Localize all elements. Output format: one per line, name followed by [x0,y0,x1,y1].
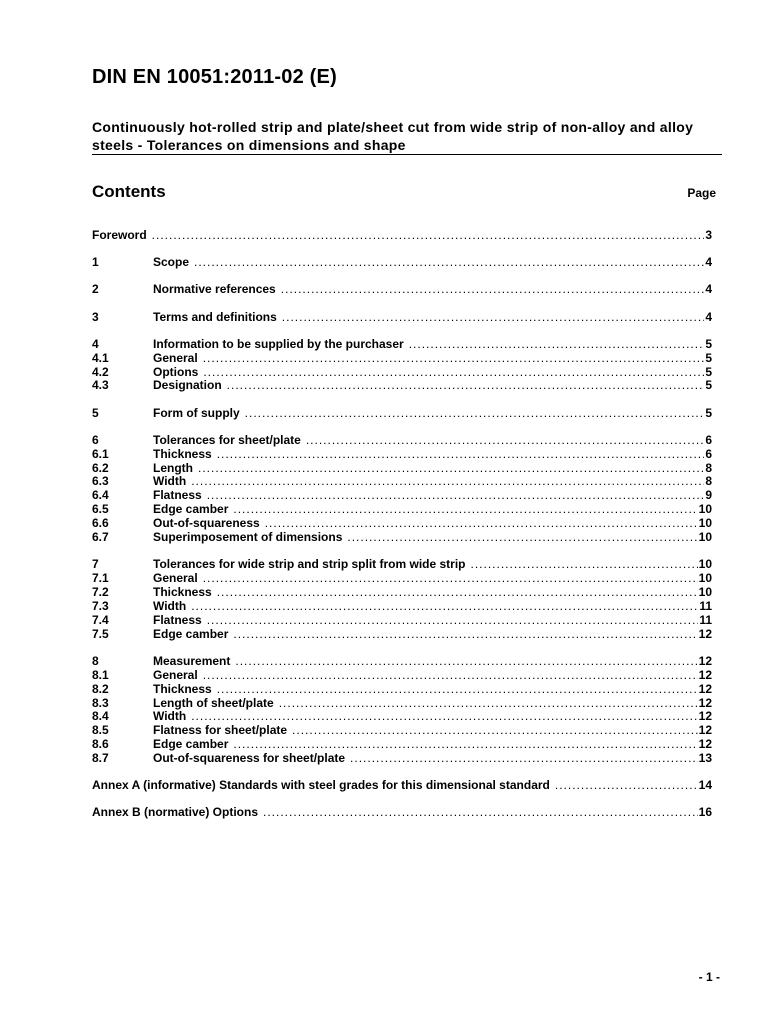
toc-entry[interactable] [92,352,712,366]
toc-entry-title: Flatness for sheet/plate [153,723,288,738]
toc-entry-title: Length [153,460,193,475]
toc-dot-leader [152,229,705,243]
toc-dot-leader [555,779,698,793]
toc-entry-title: Terms and definitions [153,309,277,324]
toc-entry-number: 8.7 [92,751,109,766]
toc-dot-leader [409,338,705,352]
toc-entry-title: Designation [153,378,222,393]
toc-entry-title: General [153,667,198,682]
toc-entry-page: 8 [705,474,712,489]
toc-dot-leader [198,462,704,476]
toc-entry-number: 7 [92,557,99,572]
toc-entry[interactable] [92,283,712,297]
toc-entry-page: 12 [698,653,712,668]
toc-entry[interactable] [92,448,712,462]
toc-dot-leader [227,379,705,393]
toc-entry-title: Length of sheet/plate [153,695,274,710]
toc-dot-leader [203,572,698,586]
toc-entry-number: 6.5 [92,502,109,517]
toc-entry-page: 12 [698,695,712,710]
toc-dot-leader [263,806,698,820]
toc-dot-leader [292,724,698,738]
toc-entry[interactable] [92,517,712,531]
toc-entry[interactable] [92,531,712,545]
toc-group [92,806,712,820]
toc-entry[interactable] [92,614,712,628]
toc-entry-number: 6 [92,432,99,447]
toc-entry-title: General [153,350,198,365]
toc-entry[interactable] [92,752,712,766]
toc-dot-leader [203,366,704,380]
toc-group [92,338,712,394]
toc-entry[interactable] [92,710,712,724]
toc-entry-title: Width [153,474,187,489]
toc-entry-title: Tolerances for sheet/plate [153,432,301,447]
table-of-contents [92,229,712,834]
page-number: - 1 - [698,970,720,984]
toc-group [92,311,712,325]
toc-dot-leader [207,614,699,628]
toc-dot-leader [347,531,697,545]
toc-group [92,407,712,421]
toc-entry-number: 7.3 [92,598,109,613]
toc-entry-title: Measurement [153,653,231,668]
toc-entry[interactable] [92,229,712,243]
toc-entry[interactable] [92,683,712,697]
toc-entry-page: 5 [705,378,712,393]
toc-entry-title: Flatness [153,612,202,627]
toc-dot-leader [207,489,705,503]
toc-entry[interactable] [92,407,712,421]
toc-dot-leader [233,503,697,517]
toc-entry[interactable] [92,462,712,476]
toc-entry-page: 12 [698,723,712,738]
toc-dot-leader [265,517,698,531]
toc-entry-number: 4.1 [92,350,109,365]
toc-entry-page: 6 [705,432,712,447]
toc-entry[interactable] [92,338,712,352]
toc-entry[interactable] [92,489,712,503]
toc-entry-page: 12 [698,626,712,641]
toc-entry-number: 7.2 [92,585,109,599]
toc-entry-page: 12 [698,667,712,682]
toc-dot-leader [281,283,705,297]
toc-entry-title: General [153,571,198,586]
toc-entry-page: 11 [699,598,712,613]
toc-dot-leader [191,475,704,489]
toc-entry-number: 8 [92,653,99,668]
toc-entry[interactable] [92,779,712,793]
toc-entry-page: 3 [705,228,712,242]
toc-dot-leader [191,600,698,614]
toc-entry-number: 8.6 [92,737,109,752]
toc-entry-title: Foreword [92,228,147,242]
toc-entry-title: Normative references [153,282,276,297]
toc-entry-page: 11 [699,612,712,627]
toc-entry-number: 4.3 [92,378,109,393]
toc-entry-title: Annex B (normative) Options [92,805,259,820]
toc-entry-number: 6.2 [92,460,109,475]
toc-entry-page: 13 [698,751,712,766]
toc-entry[interactable] [92,600,712,614]
toc-entry-number: 8.5 [92,723,109,738]
toc-dot-leader [350,752,698,766]
toc-entry-number: 2 [92,282,99,297]
toc-entry-title: Thickness [153,681,212,696]
toc-entry-title: Superimposement of dimensions [153,530,343,545]
toc-dot-leader [217,683,698,697]
toc-entry-title: Thickness [153,585,212,599]
toc-entry-number: 4 [92,336,99,351]
toc-entry-page: 4 [705,309,712,324]
toc-entry-page: 12 [698,709,712,724]
toc-entry-page: 5 [705,364,712,379]
toc-group [92,256,712,270]
toc-entry-number: 7.1 [92,571,109,586]
toc-entry-title: Out-of-squareness [153,516,260,531]
toc-dot-leader [233,628,697,642]
toc-entry[interactable] [92,669,712,683]
toc-entry-number: 6.4 [92,488,109,503]
toc-entry-title: Annex A (informative) Standards with steel grades for this dimensional standard [92,778,550,793]
contents-heading: Contents [92,182,166,201]
toc-entry-page: 10 [698,571,712,586]
toc-dot-leader [245,407,705,421]
toc-group [92,558,712,641]
toc-entry[interactable] [92,503,712,517]
toc-entry-number: 6.3 [92,474,109,489]
toc-entry[interactable] [92,256,712,270]
toc-entry-number: 8.3 [92,695,109,710]
toc-dot-leader [235,655,697,669]
toc-entry[interactable] [92,475,712,489]
toc-group [92,779,712,793]
toc-entry-page: 12 [698,681,712,696]
toc-entry[interactable] [92,738,712,752]
toc-entry[interactable] [92,379,712,393]
toc-entry-page: 9 [705,488,712,503]
toc-entry-number: 8.4 [92,709,109,724]
toc-entry-page: 10 [698,585,712,599]
toc-group [92,229,712,243]
toc-entry-number: 6.1 [92,446,109,461]
toc-entry-title: Thickness [153,446,212,461]
toc-entry-page: 10 [698,516,712,531]
toc-entry-number: 8.1 [92,667,109,682]
toc-entry-number: 5 [92,405,99,420]
toc-entry[interactable] [92,697,712,711]
toc-entry-number: 6.7 [92,530,109,545]
toc-entry-title: Flatness [153,488,202,503]
toc-entry-number: 4.2 [92,364,109,379]
toc-entry[interactable] [92,558,712,572]
toc-entry-title: Edge camber [153,626,229,641]
toc-entry[interactable] [92,586,712,600]
toc-entry-number: 7.4 [92,612,109,627]
toc-entry[interactable] [92,628,712,642]
toc-group [92,283,712,297]
toc-entry-page: 10 [698,502,712,517]
toc-entry-title: Scope [153,255,190,270]
toc-dot-leader [306,434,704,448]
toc-dot-leader [471,558,698,572]
toc-entry-number: 8.2 [92,681,109,696]
toc-entry-page: 5 [705,336,712,351]
toc-entry[interactable] [92,572,712,586]
toc-dot-leader [191,710,697,724]
toc-dot-leader [203,352,705,366]
document-title: DIN EN 10051:2011-02 (E) [92,66,337,88]
toc-entry-number: 1 [92,255,99,270]
toc-entry-page: 10 [698,530,712,545]
page-column-heading: Page [687,186,716,200]
toc-dot-leader [233,738,697,752]
toc-dot-leader [282,311,705,325]
toc-entry-title: Form of supply [153,405,240,420]
toc-entry[interactable] [92,311,712,325]
toc-dot-leader [194,256,704,270]
toc-entry-page: 5 [705,405,712,420]
toc-entry-title: Out-of-squareness for sheet/plate [153,751,346,766]
toc-entry[interactable] [92,724,712,738]
toc-entry-title: Edge camber [153,737,229,752]
toc-entry[interactable] [92,655,712,669]
toc-entry-page: 10 [698,557,712,572]
toc-dot-leader [203,669,698,683]
toc-entry-title: Edge camber [153,502,229,517]
toc-entry-number: 7.5 [92,626,109,641]
toc-entry-title: Width [153,709,187,724]
toc-entry-page: 16 [698,805,712,820]
document-subtitle: Continuously hot-rolled strip and plate/sheet cut from wide strip of non-alloy and alloy steels - Tolerances on dimensions and shape [92,119,694,153]
toc-entry[interactable] [92,806,712,820]
toc-group [92,655,712,766]
title-rule [92,154,722,155]
toc-entry-page: 8 [705,460,712,475]
toc-entry-page: 12 [698,737,712,752]
toc-entry-title: Width [153,598,187,613]
toc-entry-title: Options [153,364,199,379]
toc-entry-page: 4 [705,255,712,270]
toc-entry-page: 5 [705,350,712,365]
toc-entry-number: 6.6 [92,516,109,531]
toc-dot-leader [217,448,705,462]
toc-entry-number: 3 [92,309,99,324]
toc-entry-title: Information to be supplied by the purchaser [153,336,404,351]
toc-entry-page: 6 [705,446,712,461]
toc-entry-page: 14 [698,778,712,793]
toc-group [92,434,712,545]
toc-entry[interactable] [92,366,712,380]
toc-dot-leader [217,586,698,600]
toc-entry-title: Tolerances for wide strip and strip split from wide strip [153,557,466,572]
toc-entry[interactable] [92,434,712,448]
toc-dot-leader [279,697,698,711]
toc-entry-page: 4 [705,282,712,297]
